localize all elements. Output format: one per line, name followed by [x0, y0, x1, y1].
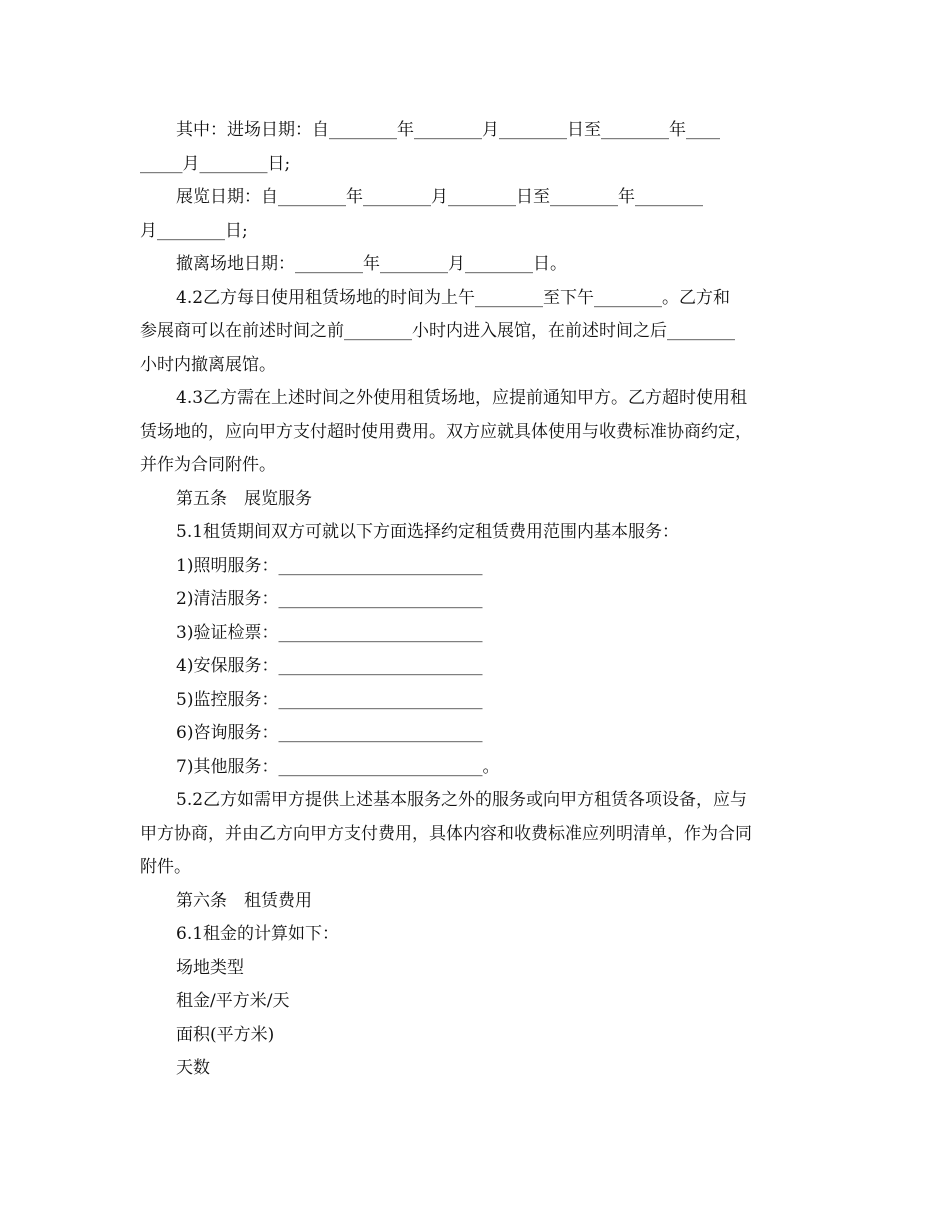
table-label-days: 天数: [176, 1058, 210, 1078]
service-item-monitoring: 5)监控服务：________________________: [176, 689, 483, 710]
withdrawal-date-line: 撤离场地日期：________年________月________日。: [176, 254, 567, 274]
table-label-area: 面积(平方米): [176, 1024, 275, 1045]
article-6-heading: 第六条 租赁费用: [176, 890, 312, 911]
document-body: [140, 114, 812, 1086]
service-item-other: 7)其他服务：________________________。: [176, 756, 500, 777]
exhibition-date-line-continued: 月________日;: [140, 220, 248, 241]
article-5-heading: 第五条 展览服务: [176, 488, 312, 509]
service-item-consulting: 6)咨询服务：________________________: [176, 723, 483, 743]
service-item-lighting: 1)照明服务：________________________: [176, 555, 483, 576]
clause-4-2-line-2: 参展商可以在前述时间之前________小时内进入展馆，在前述时间之后________: [140, 321, 735, 341]
table-label-venue-type: 场地类型: [176, 957, 244, 978]
clause-4-2-line-1: 4.2乙方每日使用租赁场地的时间为上午________至下午________。乙方和: [176, 287, 731, 308]
exhibition-date-line: 展览日期：自________年________月________日至________年________: [176, 187, 703, 207]
clause-5-2-line-2: 甲方协商，并由乙方向甲方支付费用，具体内容和收费标准应列明清单，作为合同: [140, 823, 752, 844]
entry-date-line: 其中：进场日期：自________年________月________日至________年____: [176, 120, 720, 140]
clause-4-3-line-2: 赁场地的，应向甲方支付超时使用费用。双方应就具体使用与收费标准协商约定，: [140, 421, 752, 442]
service-item-cleaning: 2)清洁服务：________________________: [176, 589, 483, 609]
clause-6-1-line: 6.1租金的计算如下：: [176, 924, 340, 944]
clause-5-1-line: 5.1租赁期间双方可就以下方面选择约定租赁费用范围内基本服务：: [176, 522, 680, 542]
clause-5-2-line-3: 附件。: [140, 857, 191, 877]
clause-4-2-line-3: 小时内撤离展馆。: [140, 354, 276, 375]
clause-4-3-line-1: 4.3乙方需在上述时间之外使用租赁场地，应提前通知甲方。乙方超时使用租: [176, 388, 748, 408]
service-item-ticket-check: 3)验证检票：________________________: [176, 622, 483, 643]
table-label-rent-rate: 租金/平方米/天: [176, 991, 290, 1011]
service-item-security: 4)安保服务：________________________: [176, 656, 483, 676]
clause-4-3-line-3: 并作为合同附件。: [140, 455, 276, 475]
clause-5-2-line-1: 5.2乙方如需甲方提供上述基本服务之外的服务或向甲方租赁各项设备，应与: [176, 790, 748, 810]
entry-date-line-continued: _____月________日;: [140, 153, 291, 174]
